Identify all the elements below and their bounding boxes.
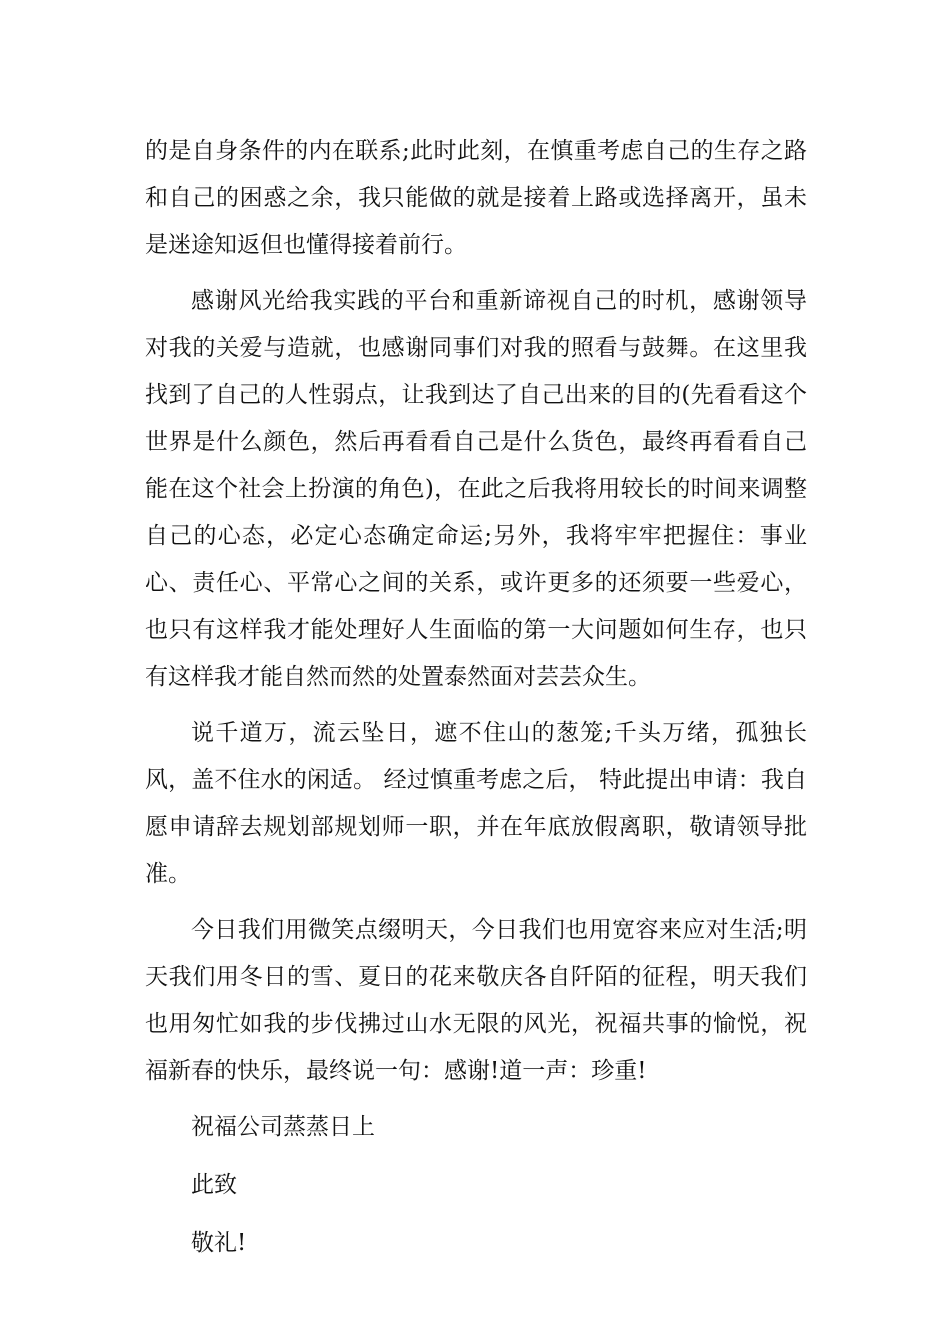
letter-body bbox=[145, 128, 807, 1278]
paragraph-4: 今日我们用微笑点缀明天，今日我们也用宽容来应对生活;明天我们用冬日的雪、夏日的花来敬庆各自阡陌的征程，明天我们也用匆忙如我的步伐拂过山水无限的风光，祝福共事的愉悦，祝福新春的快乐，最终说一句：感谢!道一声：珍重! bbox=[145, 917, 807, 1084]
closing-salutation-2: 敬礼! bbox=[191, 1230, 247, 1256]
closing-salutation-1: 此致 bbox=[191, 1172, 237, 1198]
paragraph-gap bbox=[145, 701, 807, 710]
paragraph-gap bbox=[145, 1095, 807, 1104]
closing-wish: 祝福公司蒸蒸日上 bbox=[191, 1114, 375, 1140]
paragraph-gap bbox=[145, 898, 807, 907]
paragraph-2: 感谢风光给我实践的平台和重新谛视自己的时机，感谢领导对我的关爱与造就，也感谢同事们对我的照看与鼓舞。在这里我找到了自己的人性弱点，让我到达了自己出来的目的(先看看这个世界是什么颜色，然后再看看自己是什么货色，最终再看看自己能在这个社会上扮演的角色)，在此之后我将用较长的时间来调整自己的心态，必定心态确定命运;另外，我将牢牢把握住：事业心、责任心、平常心之间的关系，或许更多的还须要一些爱心，也只有这样我才能处理好人生面临的第一大问题如何生存，也只有这样我才能自然而然的处置泰然面对芸芸众生。 bbox=[145, 288, 807, 690]
paragraph-3: 说千道万，流云坠日，遮不住山的葱笼;千头万绪，孤独长风，盖不住水的闲适。 经过慎重考虑之后， 特此提出申请：我自愿申请辞去规划部规划师一职，并在年底放假离职，敬请领导批准。 bbox=[145, 720, 807, 887]
paragraph-1: 的是自身条件的内在联系;此时此刻，在慎重考虑自己的生存之路和自己的困惑之余，我只能做的就是接着上路或选择离开，虽未是迷途知返但也懂得接着前行。 bbox=[145, 138, 807, 258]
paragraph-gap bbox=[145, 269, 807, 278]
